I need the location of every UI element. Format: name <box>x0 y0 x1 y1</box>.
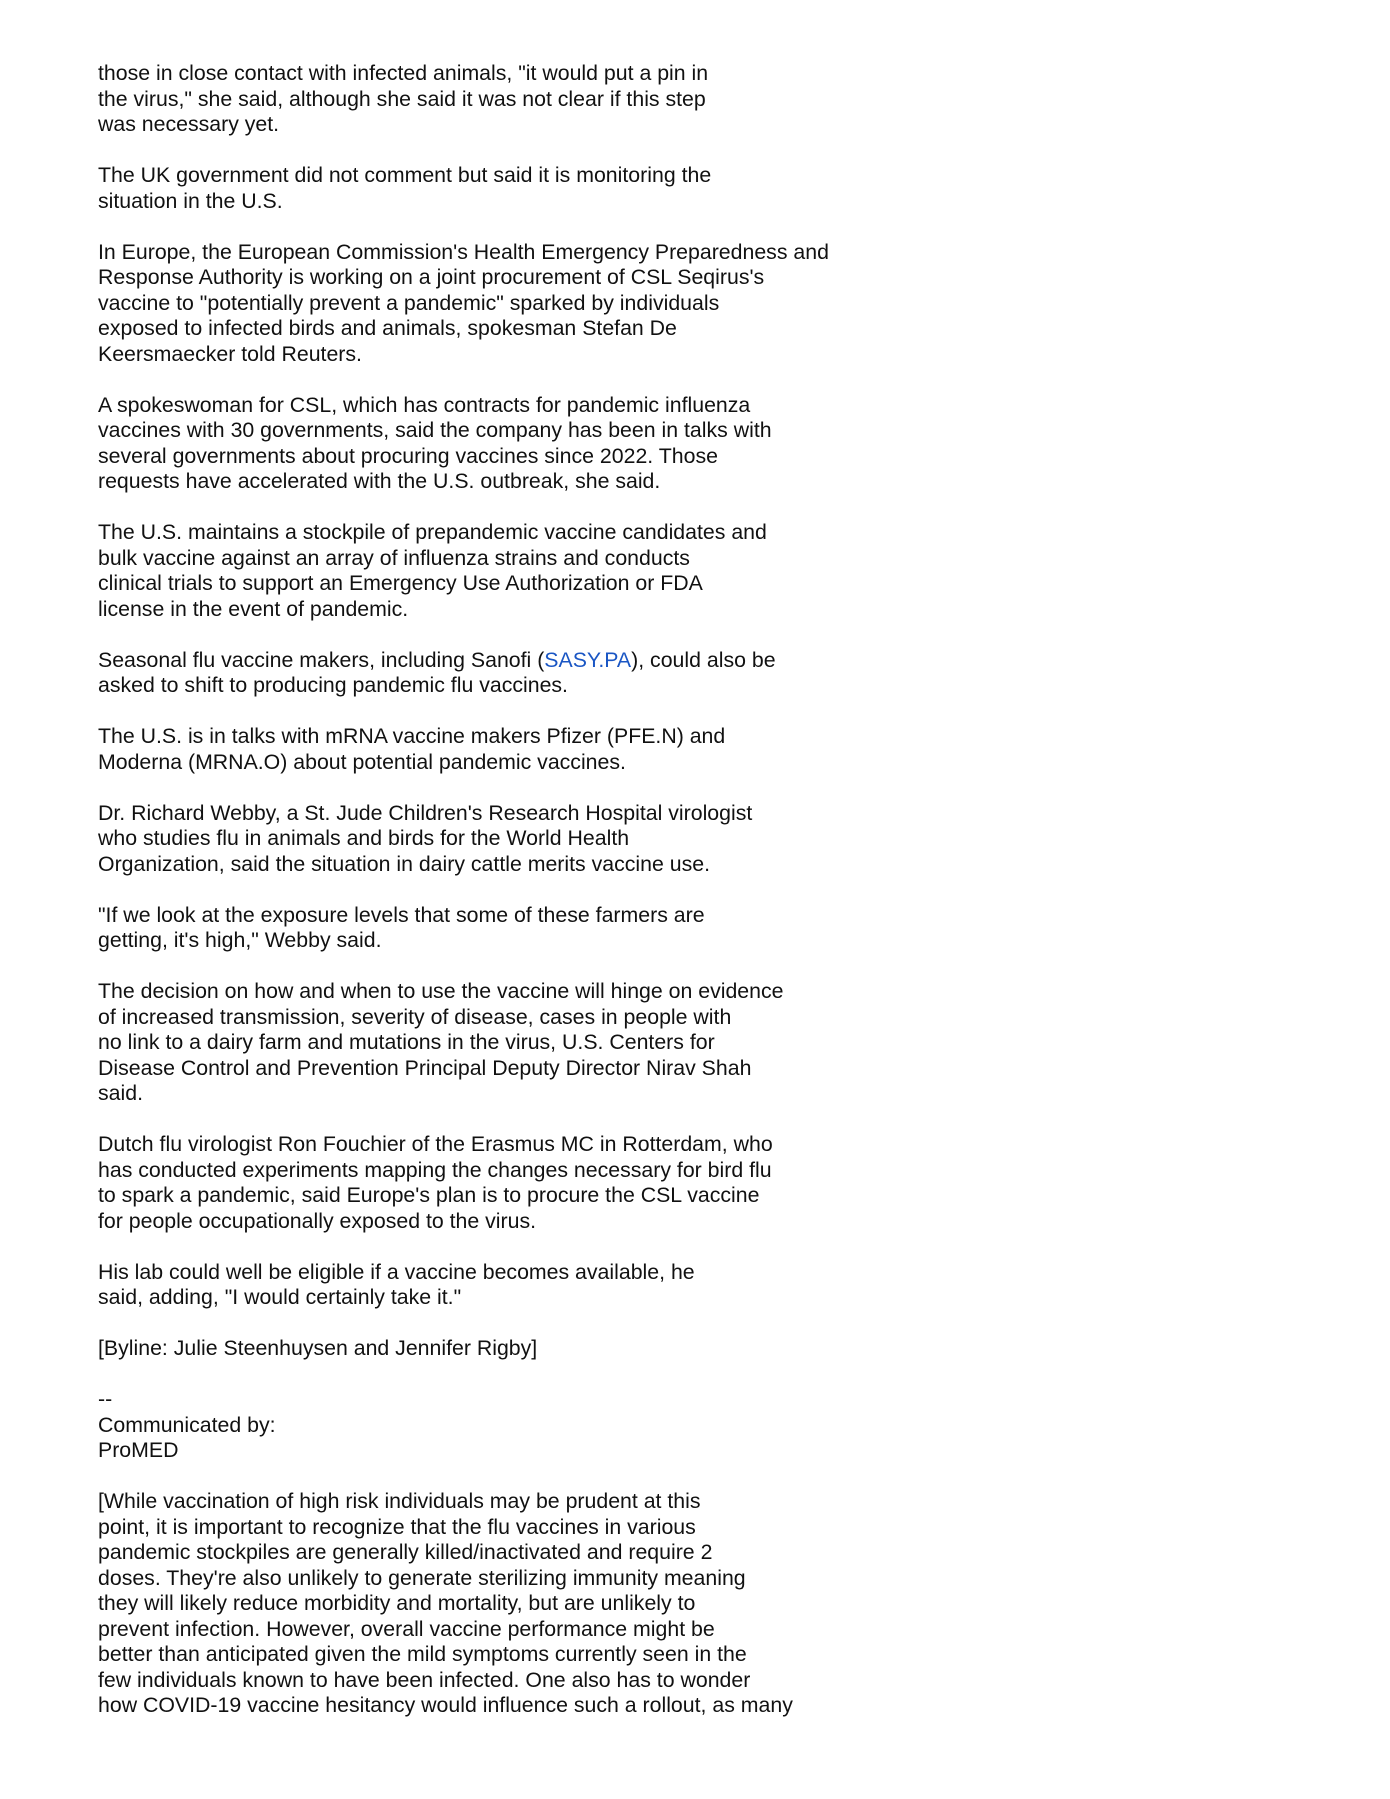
communicated-by-label: Communicated by: <box>98 1412 276 1437</box>
communicated-by-source: ProMED <box>98 1438 179 1462</box>
paragraph-ron-fouchier: Dutch flu virologist Ron Fouchier of the Erasmus MC in Rotterdam, who has conducted experiments mapping the changes necessary for bird flu to spark a pandemic, said Europe's plan is to procure the CSL vaccine for people occupationally exposed to the virus. <box>98 1132 773 1233</box>
paragraph-webby-quote: "If we look at the exposure levels that some of these farmers are getting, it's high," Webby said. <box>98 902 705 952</box>
article-body <box>98 61 1298 1744</box>
paragraph-richard-webby: Dr. Richard Webby, a St. Jude Children's Research Hospital virologist who studies flu in animals and birds for the World Health Organization, said the situation in dairy cattle merits vaccine use. <box>98 800 753 876</box>
byline: [Byline: Julie Steenhuysen and Jennifer Rigby] <box>98 1336 538 1360</box>
seasonal-flu-text-after-link: ), could also be <box>631 647 776 672</box>
paragraph-csl-spokeswoman: A spokeswoman for CSL, which has contracts for pandemic influenza vaccines with 30 governments, said the company has been in talks with several governments about procuring vaccines since 2022. Those requests have accelerated with the U.S. outbreak, she said. <box>98 392 772 493</box>
paragraph-mrna-makers: The U.S. is in talks with mRNA vaccine makers Pfizer (PFE.N) and Moderna (MRNA.O) about potential pandemic vaccines. <box>98 724 726 774</box>
signature-separator: -- <box>98 1387 113 1411</box>
sasy-pa-ticker-link[interactable]: SASY.PA <box>544 647 632 672</box>
paragraph-uk-government: The UK government did not comment but said it is monitoring the situation in the U.S. <box>98 163 712 213</box>
paragraph-european-commission: In Europe, the European Commission's Health Emergency Preparedness and Response Authority is working on a joint procurement of CSL Seqirus's vaccine to "potentially prevent a pandemic" sparked by individuals exposed to infected birds and animals, spokesman Stefan De Keersmaecker told Reuters. <box>98 239 829 366</box>
seasonal-flu-line-1 <box>98 648 1298 674</box>
signature-block <box>98 1387 1298 1464</box>
seasonal-flu-line-2: asked to shift to producing pandemic flu vaccines. <box>98 673 568 697</box>
paragraph-us-stockpile: The U.S. maintains a stockpile of prepandemic vaccine candidates and bulk vaccine against an array of influenza strains and conducts clinical trials to support an Emergency Use Authorization or FDA license in the event of pandemic. <box>98 520 767 621</box>
seasonal-flu-text-before-link: Seasonal flu vaccine makers, including Sanofi ( <box>98 647 545 672</box>
paragraph-seasonal-flu-makers <box>98 648 1298 699</box>
moderator-comment: [While vaccination of high risk individuals may be prudent at this point, it is important to recognize that the flu vaccines in various pandemic stockpiles are generally killed/inactivated and require 2 doses. They're also unlikely to generate sterilizing immunity meaning they will likely reduce morbidity and mortality, but are unlikely to prevent infection. However, overall vaccine performance might be better than anticipated given the mild symptoms currently seen in the few individuals known to have been infected. One also has to wonder how COVID-19 vaccine hesitancy would influence such a rollout, as many <box>98 1489 793 1717</box>
paragraph-pin-in-virus: those in close contact with infected animals, "it would put a pin in the virus," she said, although she said it was not clear if this step was necessary yet. <box>98 61 709 136</box>
paragraph-cdc-decision: The decision on how and when to use the vaccine will hinge on evidence of increased transmission, severity of disease, cases in people with no link to a dairy farm and mutations in the virus, U.S. Centers for Disease Control and Prevention Principal Deputy Director Nirav Shah said. <box>98 979 784 1105</box>
paragraph-lab-eligible: His lab could well be eligible if a vaccine becomes available, he said, adding, "I would certainly take it." <box>98 1259 695 1309</box>
